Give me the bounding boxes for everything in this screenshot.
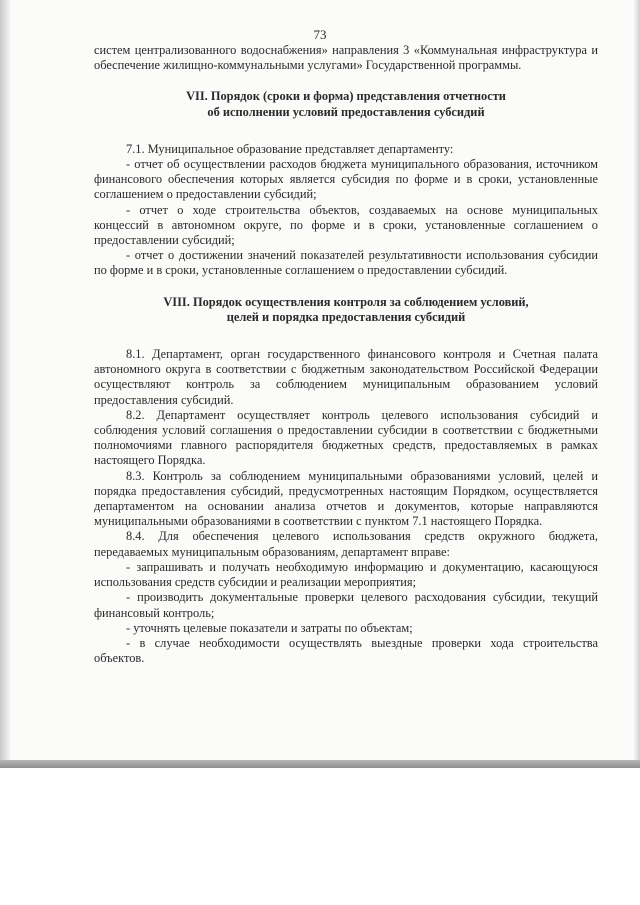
clause-8-4-item-1: - запрашивать и получать необходимую информацию и документацию, касающуюся использования средств субсидии и реализации мероприятия;	[94, 559, 598, 590]
section-8-title-line-1: VIII. Порядок осуществления контроля за соблюдением условий,	[163, 294, 529, 309]
page-bottom-edge	[0, 760, 640, 768]
clause-7-1: 7.1. Муниципальное образование представляет департаменту:	[126, 141, 454, 156]
section-7-title-line-1: VII. Порядок (сроки и форма) представления отчетности	[186, 89, 506, 104]
clause-8-2: 8.2. Департамент осуществляет контроль целевого использования субсидий и соблюдения условий соглашения о предоставлении субсидии в соответствии с бюджетными полномочиями главного распорядителя бюджетных средств, предоставляемых в рамках настоящего Порядка.	[94, 407, 598, 468]
clause-8-4-item-2: - производить документальные проверки целевого расходования субсидии, текущий финансовый контроль;	[94, 590, 598, 620]
clause-8-4: 8.4. Для обеспечения целевого использования средств окружного бюджета, передаваемых муниципальным образованиям, департамент вправе:	[94, 529, 598, 559]
clause-8-4-item-4: - в случае необходимости осуществлять выездные проверки хода строительства объектов.	[94, 635, 598, 666]
section-7-heading	[94, 89, 598, 119]
section-8-heading	[94, 295, 598, 325]
intro-paragraph: систем централизованного водоснабжения» направления 3 «Коммунальная инфраструктура и обеспечение жилищно-коммунальными услугами» Государственной программы.	[94, 43, 598, 73]
page-right-edge	[634, 0, 640, 766]
document-body	[94, 43, 598, 666]
section-7-title-line-2: об исполнении условий предоставления субсидий	[207, 104, 485, 119]
clause-8-1: 8.1. Департамент, орган государственного финансового контроля и Счетная палата автономного округа в соответствии с бюджетным законодательством Российской Федерации осуществляют контроль за соблюдением муниципальным образованием условий предоставления субсидий.	[94, 347, 598, 407]
clause-7-1-item-2: - отчет о ходе строительства объектов, создаваемых на основе муниципальных концессий в автономном округе, по форме и в сроки, установленные соглашением о предоставлении субсидий;	[94, 202, 598, 248]
page-left-edge	[0, 0, 10, 766]
clause-8-4-item-3: - уточнять целевые показатели и затраты по объектам;	[126, 620, 413, 635]
clause-7-1-item-3: - отчет о достижении значений показателей результативности использования субсидии по форме и в сроки, установленные соглашением о предоставлении субсидий.	[94, 248, 598, 278]
page-number: 73	[313, 27, 327, 42]
clause-7-1-item-1: - отчет об осуществлении расходов бюджета муниципального образования, источником финансового обеспечения которых является субсидия по форме и в сроки, установленные соглашением о предоставлении субсидий;	[94, 157, 598, 202]
section-8-title-line-2: целей и порядка предоставления субсидий	[226, 309, 466, 324]
clause-8-3: 8.3. Контроль за соблюдением муниципальными образованиями условий, целей и порядка предоставления субсидий, предусмотренных настоящим Порядком, осуществляется департаментом на основании анализа отчетов и документов, которые направляются муниципальными образованиями в соответствии с пунктом 7.1 настоящего Порядка.	[94, 468, 598, 529]
